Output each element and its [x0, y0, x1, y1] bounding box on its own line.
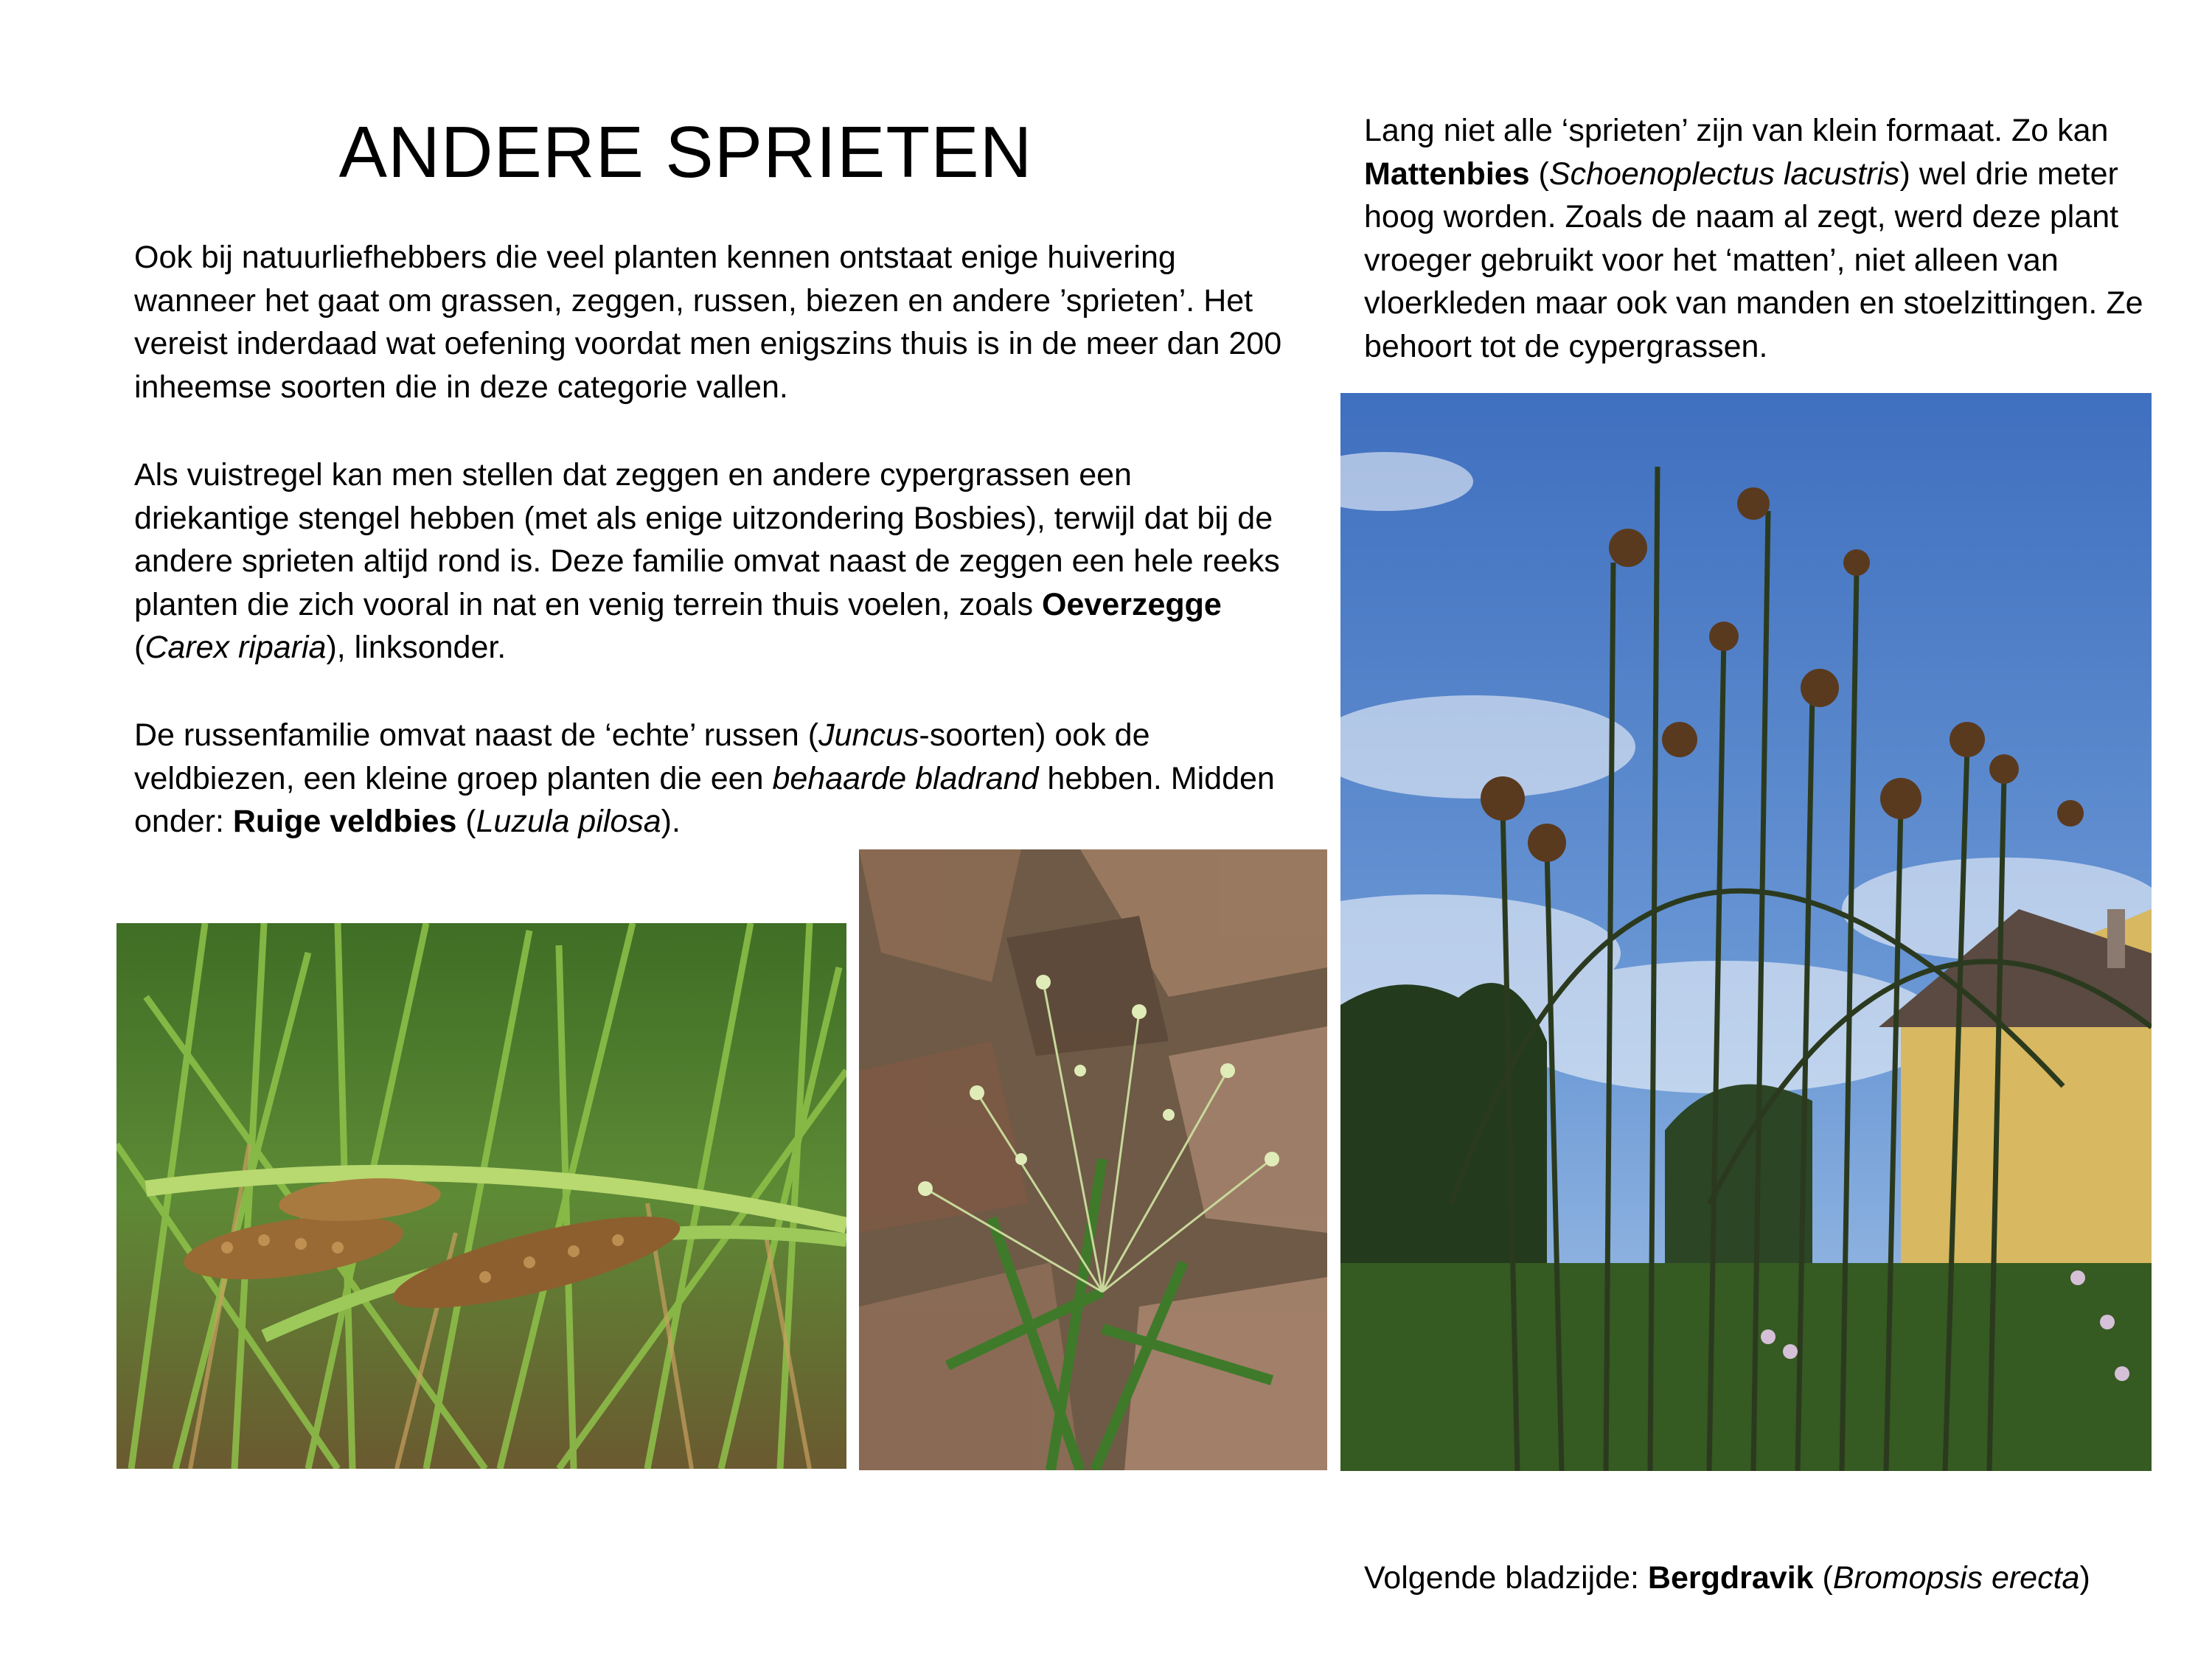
latin-name-bromopsis-erecta: Bromopsis erecta [1832, 1560, 2080, 1596]
species-name-mattenbies: Mattenbies [1364, 156, 1530, 192]
latin-name-luzula-pilosa: Luzula pilosa [476, 804, 661, 839]
mattenbies-photo [1340, 393, 2152, 1471]
page-title: ANDERE SPRIETEN [338, 111, 1033, 192]
species-name-bergdravik: Bergdravik [1647, 1560, 1814, 1596]
mattenbies-paragraph: Lang niet alle ‘sprieten’ zijn van klein formaat. Zo kan Mattenbies (Schoenoplectus lacustris) wel drie meter hoog worden. Zoals de naam al zegt, werd deze plant vroeger gebruikt voor het ‘matten’, niet alleen van vloerkleden maar ook van manden en stoelzittingen. Ze behoort tot de cypergrassen. [1364, 113, 2143, 364]
latin-name-carex-riparia: Carex riparia [145, 630, 327, 665]
species-name-oeverzegge: Oeverzegge [1042, 586, 1222, 622]
next-page-caption: Volgende bladzijde: Bergdravik (Bromopsis erecta) [1364, 1560, 2090, 1596]
latin-name-schoenoplectus: Schoenoplectus lacustris [1548, 156, 1900, 192]
cypergrassen-paragraph: Als vuistregel kan men stellen dat zeggen en andere cypergrassen een driekantige stengel hebben (met als enige uitzondering Bosbies), terwijl dat bij de andere sprieten altijd rond is. Deze familie omvat naast de zeggen een hele reeks planten die zich vooral in nat en venig terrein thuis voelen, zoals Oeverzegge (Carex riparia), linksonder. [134, 457, 1280, 665]
species-name-ruige-veldbies: Ruige veldbies [232, 804, 457, 839]
intro-paragraph: Ook bij natuurliefhebbers die veel planten kennen ontstaat enige huivering wanneer het gaat om grassen, zeggen, russen, biezen en andere ’sprieten’. Het vereist inderdaad wat oefening voordat men enigszins thuis is in de meer dan 200 inheemse soorten die in deze categorie vallen. [134, 240, 1282, 405]
ruige-veldbies-photo [859, 849, 1327, 1470]
russenfamilie-paragraph: De russenfamilie omvat naast de ‘echte’ russen (Juncus-soorten) ook de veldbiezen, een kleine groep planten die een behaarde bladrand hebben. Midden onder: Ruige veldbies (Luzula pilosa). [134, 717, 1275, 839]
oeverzegge-photo [116, 923, 846, 1469]
